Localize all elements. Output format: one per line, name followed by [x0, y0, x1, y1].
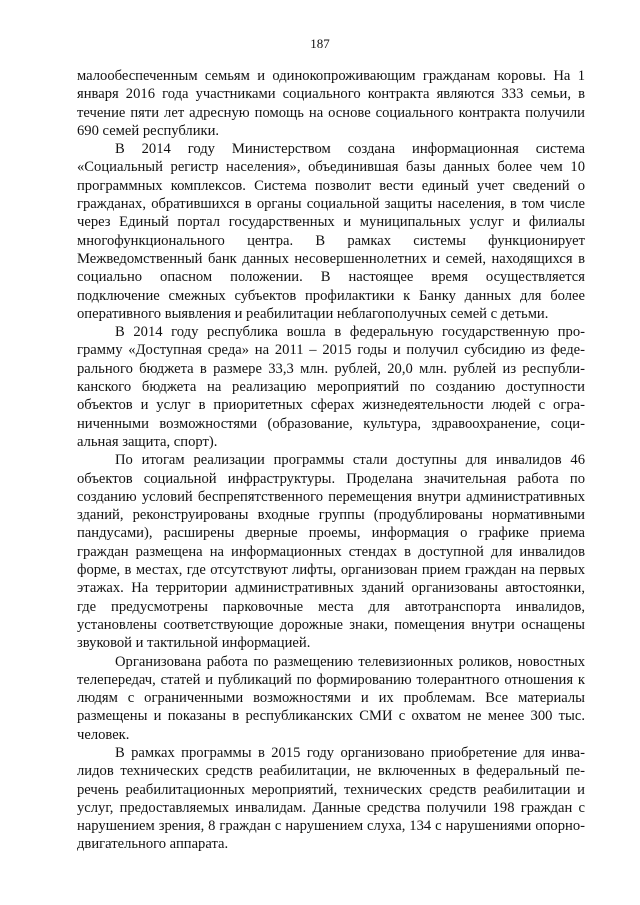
paragraph-social-register: В 2014 году Министерством создана информационная система «Социальный регистр населения», объединившая базы данных более чем 10 программных комплексов. Система позволит вести единый учет сведений о гражданах, обратившихся в органы социальной защиты населения, в том числе через Единый портал государственных и муниципальных услуг и филиалы многофункционального центра. В рамках системы функционирует Межведомственный банк данных несовершеннолетних и семей, находящихся в социально опасном положении. В настоящее время осуществляется подключение смежных субъектов профилактики к Банку данных для более оперативного выявления и реабилитации неблагополучных семей с детьми.: [77, 141, 585, 322]
paragraph-continuation: малообеспеченным семьям и одинокопроживающим гражданам коровы. На 1 января 2016 года участниками социального контракта являются 333 семьи, в течение пяти лет адресную помощь на основе социального контракта получили 690 семей республики.: [77, 68, 585, 139]
page-number: 187: [310, 36, 330, 51]
paragraph-accessible-environment: В 2014 году республика вошла в федеральную государственную программу «Доступная среда» на 2011 – 2015 годы и получил субсидию из федерального бюджета в размере 33,3 млн. рублей, 20,0 млн. рублей из республиканского бюджета на реализацию мероприятий по созданию доступности объектов и услуг в приоритетных сферах жизнедеятельности людей с ограниченными возможностями (образование, культура, здравоохранение, социальная защита, спорт).: [77, 324, 585, 450]
paragraph-program-results: По итогам реализации программы стали доступны для инвалидов 46 объектов социальной инфраструктуры. Проделана значительная работа по созданию условий беспрепятственного перемещения внутри административных зданий, реконструированы входные группы (продублированы нормативными пандусами), расширены дверные проемы, информация о графике приема граждан размещена на информационных стендах в доступной для инвалидов форме, в местах, где отсутствуют лифты, организован прием граждан на первых этажах. На территории административных зданий организованы автостоянки, где предусмотрены парковочные места для автотранспорта инвалидов, установлены соответствующие дорожные знаки, помещения внутри оснащены звуковой и тактильной информацией.: [77, 452, 585, 652]
paragraph-rehabilitation-means: В рамках программы в 2015 году организовано приобретение для инвалидов технических средств реабилитации, не включенных в федеральный перечень реабилитационных мероприятий, технических средств реабилитации и услуг, предоставляемых инвалидам. Данные средства получили 198 граждан с нарушением зрения, 8 граждан с нарушением слуха, 134 с нарушениями опорно-двигательного аппарата.: [77, 744, 585, 853]
document-body: [77, 67, 585, 854]
paragraph-media-campaign: Организована работа по размещению телевизионных роликов, новостных телепередач, статей и публикаций по формированию толерантного отношения к людям с ограниченными возможностями и их проблемам. Все материалы размещены и показаны в республиканских СМИ с охватом не менее 300 тыс. человек.: [77, 653, 585, 743]
